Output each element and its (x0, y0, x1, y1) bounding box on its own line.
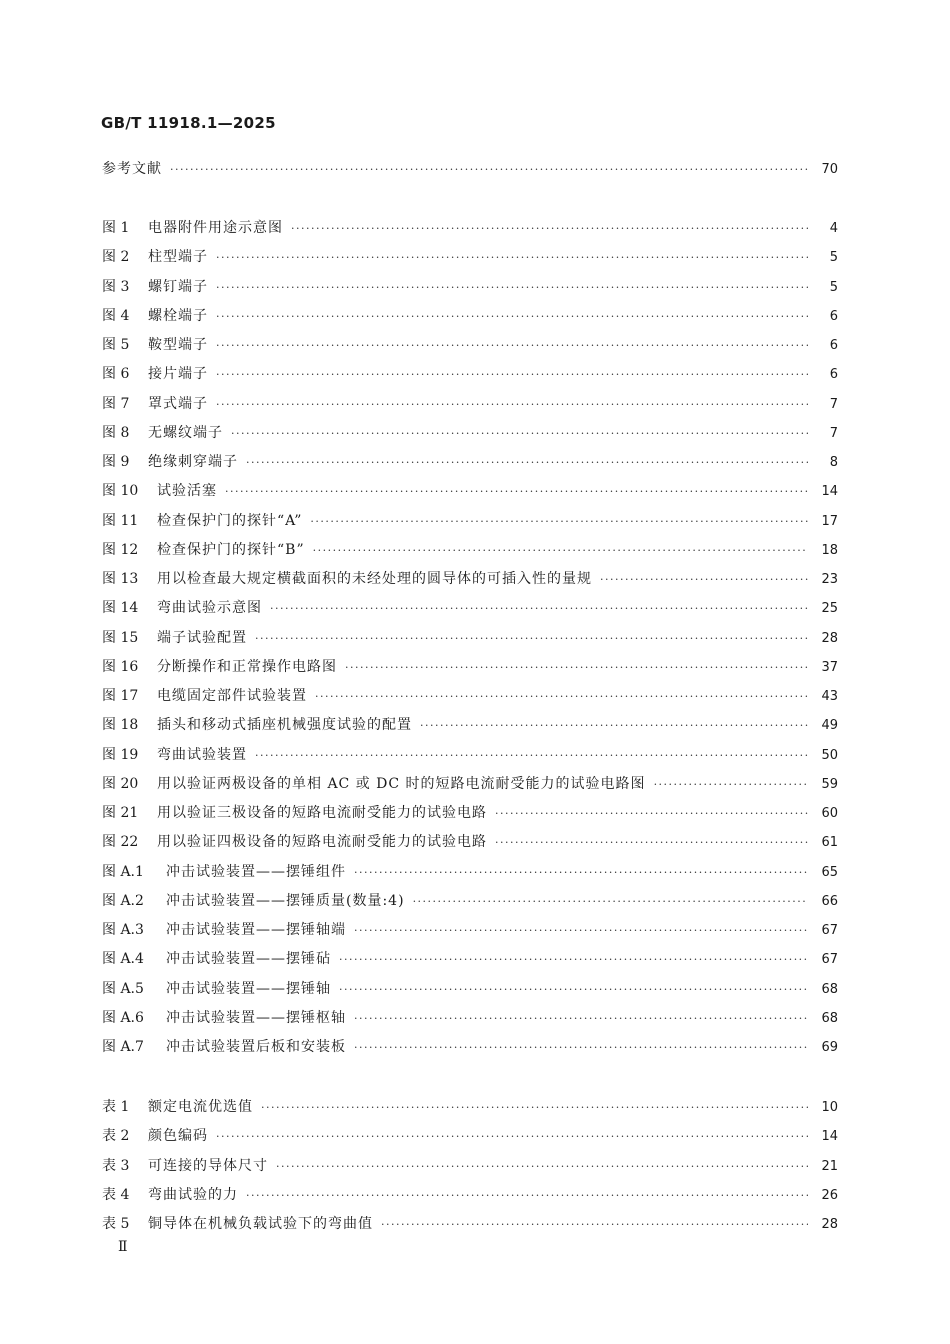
figure-entry[interactable] (102, 685, 838, 707)
figure-title: 冲击试验装置——摆锤组件 (166, 863, 346, 880)
leader-dots (261, 1101, 808, 1114)
toc-entry-bibliography[interactable] (102, 158, 838, 180)
figure-label: 图 A.1 (102, 863, 144, 880)
leader-dots (354, 1041, 808, 1054)
figure-entry[interactable] (102, 480, 838, 502)
leader-dots (354, 866, 808, 879)
figure-title: 罩式端子 (148, 395, 208, 412)
table-label: 表 1 (102, 1099, 130, 1115)
standard-number-header: GB/T 11918.1—2025 (101, 114, 276, 132)
leader-dots (600, 573, 808, 586)
figure-page: 5 (829, 250, 838, 266)
figure-entry[interactable] (102, 568, 838, 590)
figure-title: 用以验证两极设备的单相 AC 或 DC 时的短路电流耐受能力的试验电路图 (157, 775, 646, 792)
table-label: 表 5 (102, 1216, 130, 1232)
figure-page: 66 (821, 893, 838, 909)
figure-label: 图 A.5 (102, 980, 144, 997)
figure-label: 图 16 (102, 658, 139, 675)
figure-page: 67 (821, 952, 838, 968)
page-number-footer: Ⅱ (118, 1239, 127, 1255)
figure-label: 图 10 (102, 483, 139, 500)
leader-dots (216, 368, 808, 381)
figure-label: 图 8 (102, 424, 130, 441)
figure-entry[interactable] (102, 656, 838, 678)
figure-entry[interactable] (102, 714, 838, 736)
figure-label: 图 22 (102, 834, 139, 851)
leader-dots (276, 1160, 808, 1173)
figure-title: 用以验证四极设备的短路电流耐受能力的试验电路 (157, 834, 487, 851)
figure-page: 18 (821, 542, 838, 558)
figure-page: 23 (821, 572, 838, 587)
figure-entry[interactable] (102, 802, 838, 824)
table-page: 14 (821, 1129, 838, 1145)
figure-entry[interactable] (102, 861, 838, 883)
figure-label: 图 11 (102, 512, 139, 529)
leader-dots (231, 427, 808, 440)
figure-entry[interactable] (102, 831, 838, 853)
figure-title: 螺钉端子 (148, 278, 208, 295)
figure-entry[interactable] (102, 1036, 838, 1058)
figure-page: 6 (829, 308, 838, 324)
leader-dots (381, 1218, 808, 1231)
figure-title: 电缆固定部件试验装置 (157, 688, 307, 704)
figure-title: 绝缘刺穿端子 (148, 454, 238, 470)
figure-page: 59 (821, 776, 838, 792)
figure-page: 49 (821, 718, 838, 734)
table-title: 额定电流优选值 (148, 1099, 253, 1115)
figure-page: 50 (821, 747, 838, 763)
leader-dots (216, 251, 808, 264)
figure-label: 图 9 (102, 454, 130, 470)
figure-page: 7 (829, 425, 838, 441)
figure-page: 60 (821, 806, 838, 821)
figure-entry[interactable] (102, 393, 838, 415)
figure-entry[interactable] (102, 334, 838, 356)
figure-label: 图 20 (102, 775, 139, 792)
figure-label: 图 A.4 (102, 951, 144, 968)
figure-label: 图 A.6 (102, 1009, 144, 1026)
figure-title: 用以检查最大规定横截面积的未经处理的圆导体的可插入性的量规 (157, 571, 592, 587)
figure-title: 插头和移动式插座机械强度试验的配置 (157, 717, 412, 734)
figure-page: 43 (821, 689, 838, 704)
leader-dots (291, 222, 808, 235)
table-entry[interactable] (102, 1155, 838, 1177)
leader-dots (339, 983, 808, 996)
leader-dots (339, 953, 808, 966)
figure-title: 电器附件用途示意图 (148, 220, 283, 236)
table-title: 铜导体在机械负载试验下的弯曲值 (148, 1216, 373, 1232)
figure-label: 图 6 (102, 366, 130, 383)
leader-dots (495, 807, 808, 820)
figure-title: 螺栓端子 (148, 307, 208, 324)
figure-entry[interactable] (102, 948, 838, 970)
table-page: 26 (821, 1187, 838, 1203)
leader-dots (216, 1130, 808, 1143)
leader-dots (313, 544, 808, 557)
leader-dots (225, 485, 808, 498)
figure-page: 6 (829, 338, 838, 353)
figure-label: 图 12 (102, 541, 139, 558)
figure-entry[interactable] (102, 1007, 838, 1029)
leader-dots (216, 398, 808, 411)
figure-page: 61 (821, 835, 838, 851)
table-page: 21 (821, 1158, 838, 1174)
leader-dots (255, 749, 808, 762)
leader-dots (170, 163, 808, 176)
figure-entry[interactable] (102, 305, 838, 327)
figure-title: 鞍型端子 (148, 337, 208, 353)
figure-label: 图 13 (102, 571, 139, 587)
leader-dots (420, 719, 808, 732)
figure-label: 图 5 (102, 337, 130, 353)
figure-page: 68 (821, 1010, 838, 1026)
leader-dots (495, 836, 808, 849)
table-label: 表 4 (102, 1186, 130, 1203)
figure-title: 弯曲试验装置 (157, 746, 247, 763)
figure-title: 试验活塞 (157, 483, 217, 500)
figure-entry[interactable] (102, 363, 838, 385)
figure-entry[interactable] (102, 978, 838, 1000)
table-title: 可连接的导体尺寸 (148, 1157, 268, 1174)
table-title: 弯曲试验的力 (148, 1186, 238, 1203)
figure-label: 图 4 (102, 307, 130, 324)
figure-entry[interactable] (102, 510, 838, 532)
figure-entry[interactable] (102, 246, 838, 268)
figure-title: 无螺纹端子 (148, 424, 223, 441)
table-entry[interactable] (102, 1213, 838, 1235)
figure-page: 8 (829, 455, 838, 470)
figure-title: 冲击试验装置——摆锤砧 (166, 951, 331, 968)
leader-dots (354, 924, 808, 937)
figure-page: 25 (821, 601, 838, 617)
leader-dots (310, 515, 808, 528)
figure-entry[interactable] (102, 919, 838, 941)
table-page: 10 (821, 1100, 838, 1115)
leader-dots (345, 661, 808, 674)
table-label: 表 3 (102, 1157, 130, 1174)
figure-entry[interactable] (102, 539, 838, 561)
figure-page: 6 (829, 367, 838, 383)
figure-title: 端子试验配置 (157, 629, 247, 646)
toc-entry-page: 70 (821, 162, 838, 177)
figure-page: 37 (821, 659, 838, 675)
figure-page: 14 (821, 484, 838, 500)
leader-dots (216, 310, 808, 323)
figure-label: 图 A.3 (102, 922, 144, 938)
leader-dots (270, 602, 808, 615)
table-entry[interactable] (102, 1125, 838, 1147)
figure-entry[interactable] (102, 744, 838, 766)
table-entry[interactable] (102, 1184, 838, 1206)
figure-title: 弯曲试验示意图 (157, 600, 262, 617)
figure-entry[interactable] (102, 773, 838, 795)
leader-dots (354, 1012, 808, 1025)
figure-page: 17 (821, 513, 838, 529)
figure-page: 4 (829, 221, 838, 236)
figure-entry[interactable] (102, 627, 838, 649)
figure-label: 图 2 (102, 249, 130, 266)
table-entry[interactable] (102, 1096, 838, 1118)
figure-title: 柱型端子 (148, 249, 208, 266)
figure-label: 图 A.7 (102, 1039, 144, 1055)
figure-page: 7 (829, 396, 838, 412)
figure-entry[interactable] (102, 597, 838, 619)
table-title: 颜色编码 (148, 1128, 208, 1145)
table-label: 表 2 (102, 1128, 130, 1145)
leader-dots (246, 456, 808, 469)
figure-title: 冲击试验装置——摆锤轴端 (166, 922, 346, 938)
figure-label: 图 15 (102, 629, 139, 646)
figure-label: 图 14 (102, 600, 139, 617)
figure-entry[interactable] (102, 217, 838, 239)
figure-title: 分断操作和正常操作电路图 (157, 658, 337, 675)
leader-dots (216, 339, 808, 352)
figure-title: 冲击试验装置后板和安装板 (166, 1039, 346, 1055)
figure-title: 冲击试验装置——摆锤质量(数量:4) (166, 892, 405, 909)
leader-dots (246, 1189, 808, 1202)
figure-label: 图 17 (102, 688, 139, 704)
figure-entry[interactable] (102, 451, 838, 473)
figure-page: 67 (821, 923, 838, 938)
leader-dots (654, 778, 808, 791)
figure-title: 检查保护门的探针“B” (157, 541, 305, 558)
figure-label: 图 21 (102, 805, 139, 821)
figure-title: 接片端子 (148, 366, 208, 383)
figure-label: 图 19 (102, 746, 139, 763)
figure-page: 28 (821, 630, 838, 646)
table-page: 28 (821, 1217, 838, 1232)
figure-entry[interactable] (102, 276, 838, 298)
leader-dots (216, 281, 808, 294)
figure-title: 冲击试验装置——摆锤轴 (166, 980, 331, 997)
figure-entry[interactable] (102, 890, 838, 912)
figure-page: 68 (821, 981, 838, 997)
figure-label: 图 A.2 (102, 892, 144, 909)
figure-title: 用以验证三极设备的短路电流耐受能力的试验电路 (157, 805, 487, 821)
leader-dots (315, 690, 808, 703)
figure-label: 图 1 (102, 220, 130, 236)
figure-label: 图 3 (102, 278, 130, 295)
figure-page: 69 (821, 1040, 838, 1055)
figure-page: 65 (821, 864, 838, 880)
figure-label: 图 18 (102, 717, 139, 734)
figure-page: 5 (829, 279, 838, 295)
figure-entry[interactable] (102, 422, 838, 444)
figure-title: 冲击试验装置——摆锤枢轴 (166, 1009, 346, 1026)
toc-entry-title: 参考文献 (102, 161, 162, 177)
figure-title: 检查保护门的探针“A” (157, 512, 303, 529)
leader-dots (255, 632, 808, 645)
figure-label: 图 7 (102, 395, 130, 412)
leader-dots (413, 895, 808, 908)
